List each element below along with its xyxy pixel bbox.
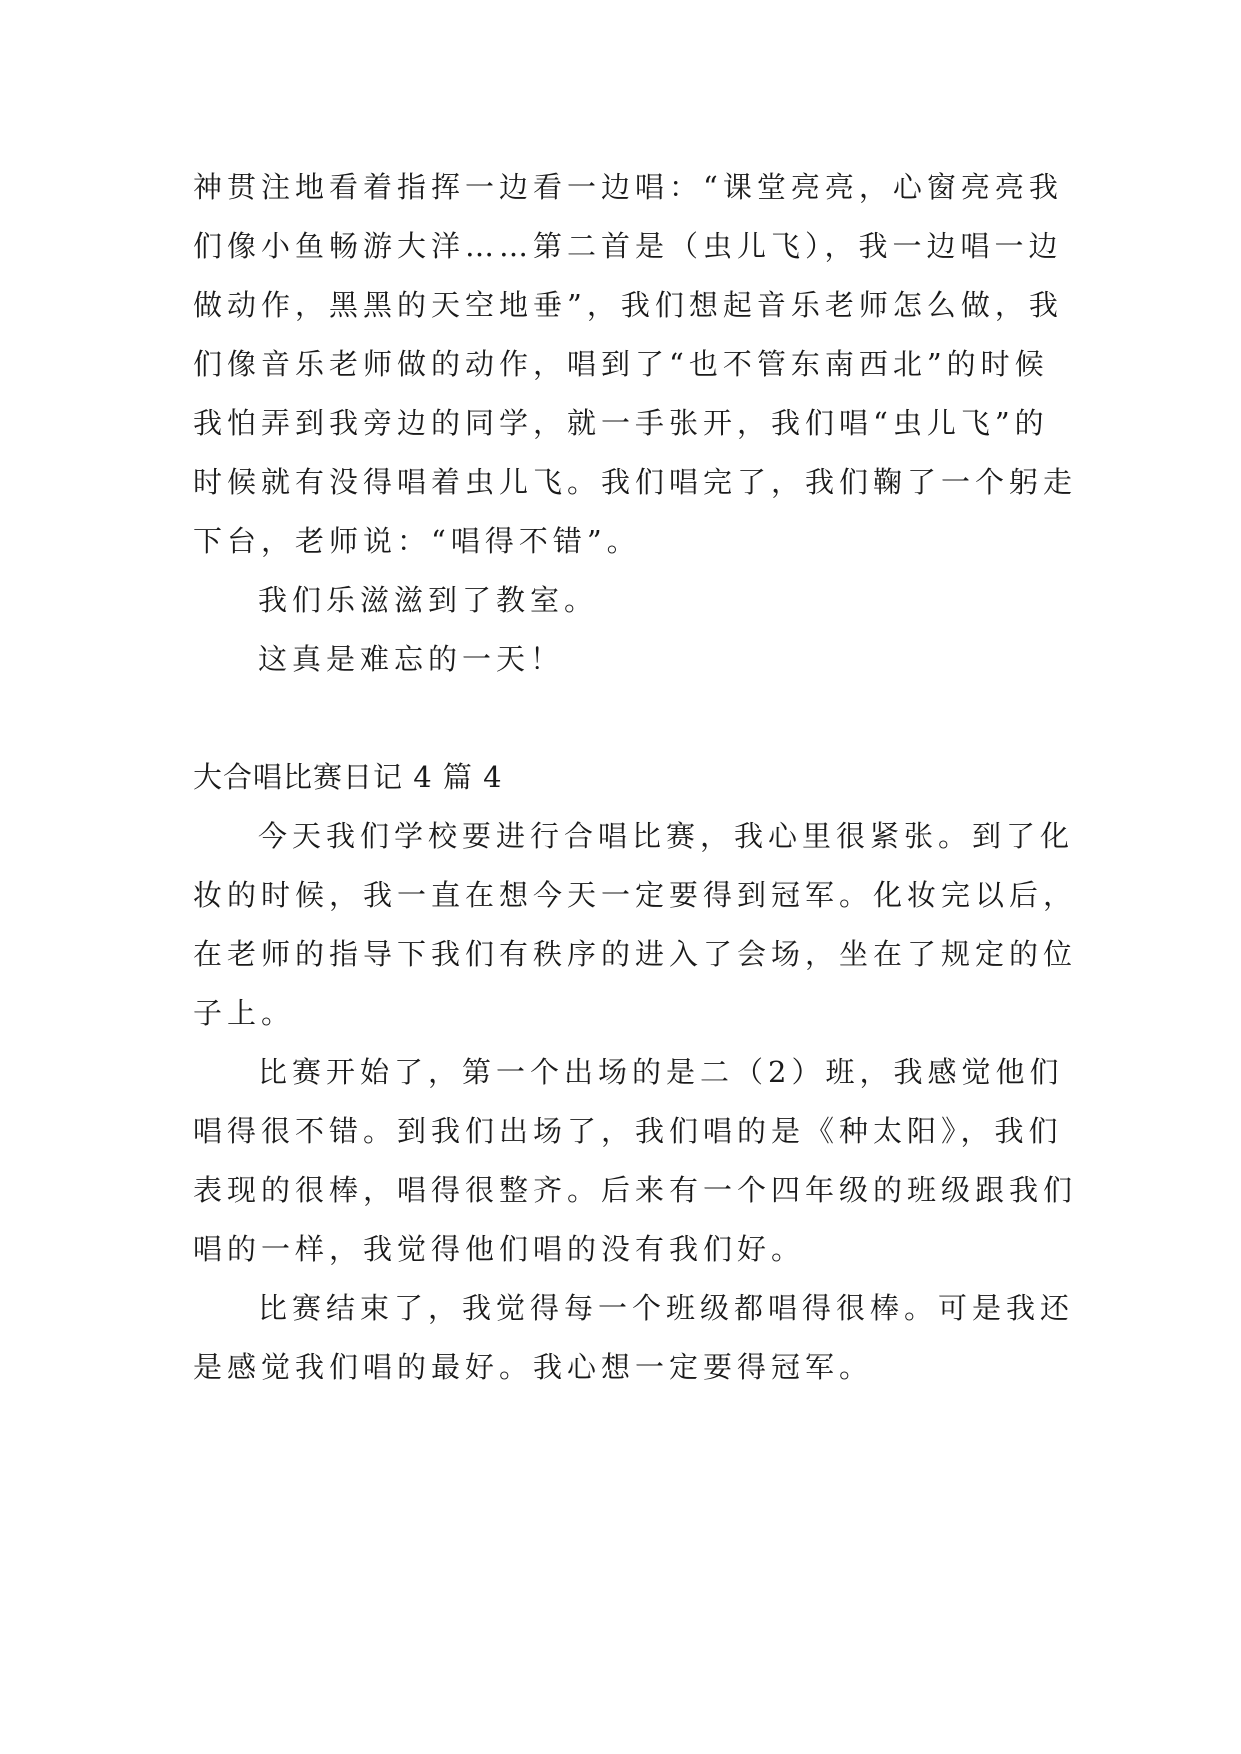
paragraph-2 [193,1043,1078,1279]
text-line: 比赛结束了，我觉得每一个班级都唱得很棒。可是我还 [258,1291,1075,1325]
continuation-paragraph [193,158,1078,571]
text-line: 下台，老师说：“唱得不错”。 [193,524,641,558]
text-line: 在老师的指导下我们有秩序的进入了会场，坐在了规定的位 [193,937,1078,971]
text-line: 唱得很不错。到我们出场了，我们唱的是《种太阳》，我们 [193,1114,1063,1148]
happy-paragraph [193,571,1053,630]
text-line: 比赛开始了，第一个出场的是二（2）班，我感觉他们 [258,1055,1064,1089]
text-line: 神贯注地看着指挥一边看一边唱：“课堂亮亮，心窗亮亮我 [193,170,1063,204]
paragraph-1 [193,807,1078,1043]
memorable-paragraph [193,630,1053,689]
text-line: 我们乐滋滋到了教室。 [258,583,599,617]
paragraph-3 [193,1279,1075,1397]
text-line: 做动作，黑黑的天空地垂”，我们想起音乐老师怎么做，我 [193,288,1063,322]
text-line: 们像音乐老师做的动作，唱到了“也不管东南西北”的时候 [193,347,1049,381]
document-body [193,158,1078,1397]
text-line: 子上。 [193,996,296,1030]
text-line: 今天我们学校要进行合唱比赛，我心里很紧张。到了化 [258,819,1075,853]
text-line: 是感觉我们唱的最好。我心想一定要得冠军。 [193,1350,874,1384]
text-line: 表现的很棒，唱得很整齐。后来有一个四年级的班级跟我们 [193,1173,1078,1207]
section-title: 大合唱比赛日记 4 篇 4 [193,760,503,794]
text-line: 妆的时候，我一直在想今天一定要得到冠军。化妆完以后， [193,878,1078,912]
text-line: 这真是难忘的一天！ [258,642,565,676]
text-line: 唱的一样，我觉得他们唱的没有我们好。 [193,1232,806,1266]
text-line: 们像小鱼畅游大洋……第二首是（虫儿飞），我一边唱一边 [193,229,1063,263]
text-line: 时候就有没得唱着虫儿飞。我们唱完了，我们鞠了一个躬走 [193,465,1078,499]
text-line: 我怕弄到我旁边的同学，就一手张开，我们唱“虫儿飞”的 [193,406,1049,440]
blank-line [193,689,1053,748]
